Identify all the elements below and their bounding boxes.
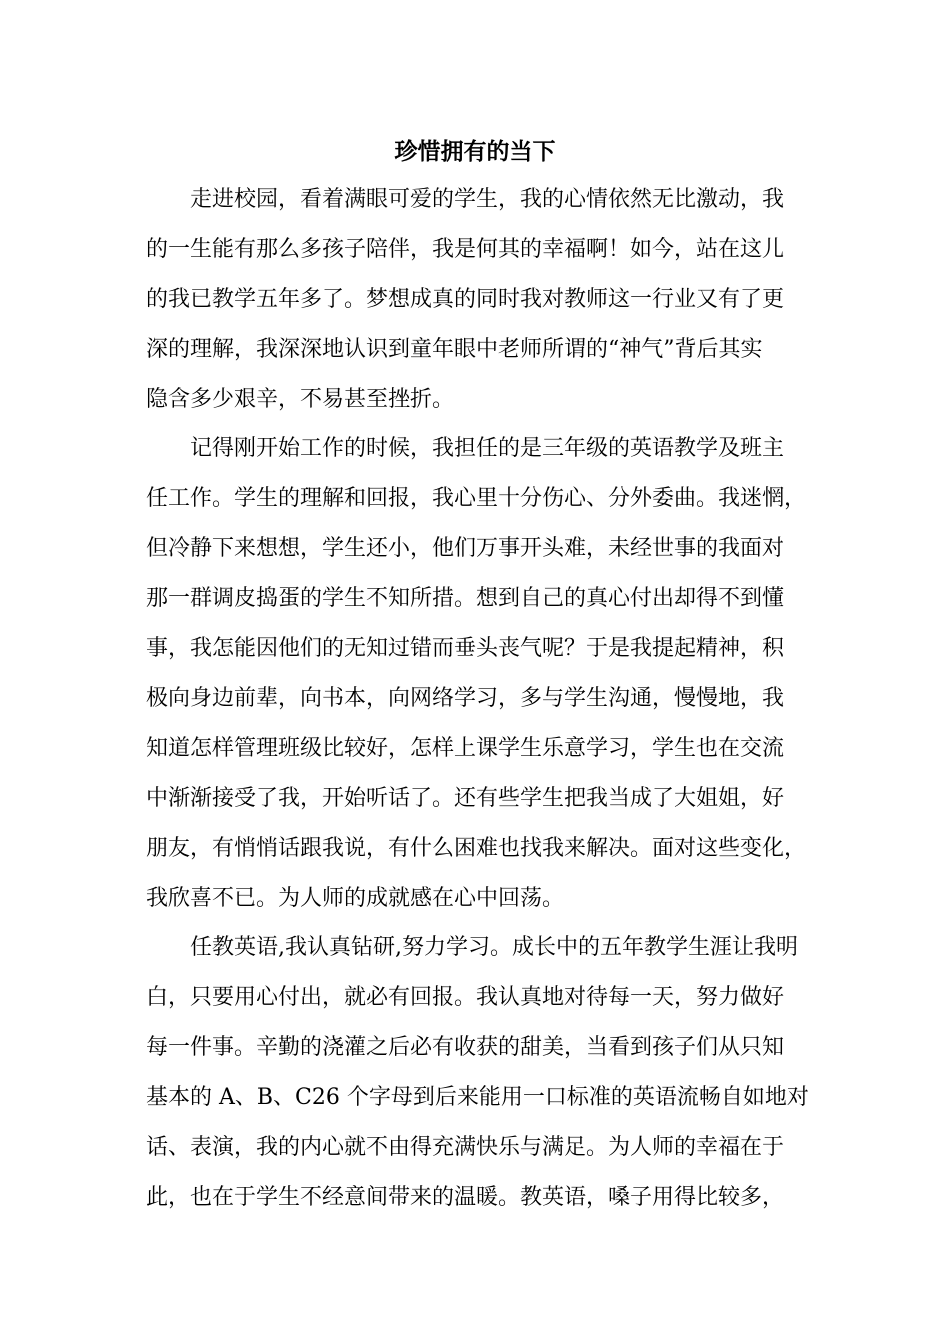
paragraph-2-line-9: 朋友，有悄悄话跟我说，有什么困难也找我来解决。面对这些变化， (146, 836, 807, 861)
paragraph-2-line-7: 知道怎样管理班级比较好，怎样上课学生乐意学习，学生也在交流 (146, 736, 785, 761)
paragraph-1-line-3: 的我已教学五年多了。梦想成真的同时我对教师这一行业又有了更 (146, 287, 785, 312)
document-title: 珍惜拥有的当下 (394, 139, 556, 165)
paragraph-3-line-2: 白，只要用心付出，就必有回报。我认真地对待每一天，努力做好 (146, 985, 785, 1010)
paragraph-2-line-2: 任工作。学生的理解和回报，我心里十分伤心、分外委曲。我迷惘， (146, 486, 807, 511)
paragraph-2-line-4: 那一群调皮捣蛋的学生不知所措。想到自己的真心付出却得不到懂 (146, 586, 785, 611)
paragraph-3-line-4: 基本的 A、B、C26 个字母到后来能用一口标准的英语流畅自如地对 (146, 1085, 809, 1110)
paragraph-2-line-5: 事，我怎能因他们的无知过错而垂头丧气呢？于是我提起精神，积 (146, 636, 785, 661)
paragraph-2-line-6: 极向身边前辈，向书本，向网络学习，多与学生沟通，慢慢地，我 (146, 686, 785, 711)
paragraph-2-line-1: 记得刚开始工作的时候，我担任的是三年级的英语教学及班主 (190, 436, 785, 461)
paragraph-3-line-6: 此，也在于学生不经意间带来的温暖。教英语，嗓子用得比较多， (146, 1185, 785, 1210)
paragraph-2-line-8: 中渐渐接受了我，开始听话了。还有些学生把我当成了大姐姐，好 (146, 786, 785, 811)
paragraph-1-line-4: 深的理解，我深深地认识到童年眼中老师所谓的“神气”背后其实 (146, 337, 763, 362)
paragraph-1-line-1: 走进校园，看着满眼可爱的学生，我的心情依然无比激动，我 (190, 187, 785, 212)
paragraph-1-line-2: 的一生能有那么多孩子陪伴，我是何其的幸福啊！如今，站在这儿 (146, 237, 785, 262)
paragraph-2-line-3: 但冷静下来想想，学生还小，他们万事开头难，未经世事的我面对 (146, 536, 785, 561)
paragraph-3-line-3: 每一件事。辛勤的浇灌之后必有收获的甜美，当看到孩子们从只知 (146, 1035, 785, 1060)
paragraph-1-line-5: 隐含多少艰辛，不易甚至挫折。 (146, 387, 455, 412)
paragraph-2-line-10: 我欣喜不已。为人师的成就感在心中回荡。 (146, 886, 565, 911)
paragraph-3-line-5: 话、表演，我的内心就不由得充满快乐与满足。为人师的幸福在于 (146, 1135, 785, 1160)
paragraph-3-line-1: 任教英语,我认真钻研,努力学习。成长中的五年教学生涯让我明 (190, 935, 798, 960)
